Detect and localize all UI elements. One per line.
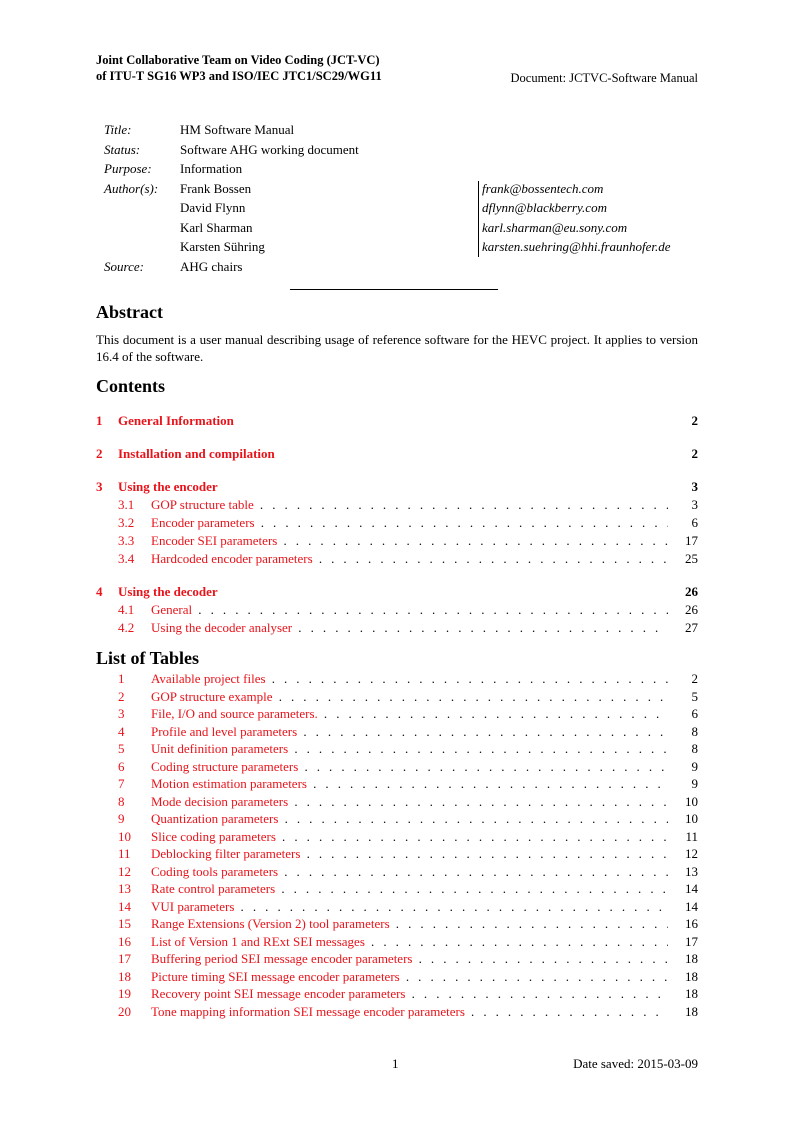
author-email[interactable]: karl.sharman@eu.sony.com	[482, 219, 628, 235]
contents-heading: Contents	[96, 376, 166, 396]
toc-section-number: 2	[96, 446, 103, 461]
toc-subsection-entry[interactable]	[96, 514, 698, 532]
toc-page-number: 17	[685, 533, 698, 548]
table-title[interactable]: Quantization parameters . . .	[151, 810, 668, 828]
author-email[interactable]: dflynn@blackberry.com	[482, 200, 607, 215]
author-name: Karsten Sühring	[180, 239, 265, 254]
toc-page-number: 2	[691, 413, 698, 428]
author-name: Frank Bossen	[180, 180, 252, 196]
table-page: 17	[685, 933, 698, 949]
status-row	[104, 140, 698, 160]
toc-section-2	[96, 445, 698, 463]
table-number: 8	[118, 793, 125, 809]
toc-subsection-title[interactable]: Using the decoder analyser . . .	[151, 619, 668, 637]
toc-subsection-title[interactable]: Encoder parameters . . .	[151, 514, 668, 532]
table-title[interactable]: Profile and level parameters . . .	[151, 723, 668, 741]
document-metadata	[104, 120, 698, 276]
abstract-text: This document is a user manual describing usage of reference software for the HEVC project. It applies to version 16.4 of the software.	[96, 332, 698, 364]
table-title[interactable]: Deblocking filter parameters . . .	[151, 845, 668, 863]
title-label: Title:	[104, 122, 132, 137]
list-of-tables	[96, 670, 698, 1020]
toc-section-title[interactable]: Using the encoder	[118, 479, 218, 494]
table-title[interactable]: Slice coding parameters . . .	[151, 828, 668, 846]
table-number: 11	[118, 846, 131, 861]
table-number: 16	[118, 933, 131, 949]
table-list-item[interactable]	[96, 845, 698, 863]
table-number: 17	[118, 951, 131, 966]
purpose-value: Information	[180, 161, 243, 176]
table-title[interactable]: List of Version 1 and RExt SEI messages . . .	[151, 933, 668, 951]
toc-section-title[interactable]: General Information	[118, 413, 234, 428]
source-value: AHG chairs	[180, 258, 243, 274]
author-row	[104, 218, 698, 238]
toc-subsection-entry[interactable]	[96, 532, 698, 550]
table-list-item[interactable]	[96, 705, 698, 723]
table-number: 9	[118, 811, 125, 826]
toc-section-number: 4	[96, 584, 103, 599]
toc-section-4	[96, 583, 698, 637]
table-number: 1	[118, 671, 125, 686]
list-of-tables-heading: List of Tables	[96, 648, 200, 668]
authors-label: Author(s):	[104, 180, 159, 196]
table-list-item[interactable]	[96, 1003, 698, 1021]
table-title[interactable]: Mode decision parameters . . .	[151, 793, 668, 811]
toc-section-entry[interactable]	[96, 412, 698, 430]
table-page: 5	[691, 688, 698, 704]
toc-page-number: 25	[685, 551, 698, 566]
table-list-item[interactable]	[96, 740, 698, 758]
organization-line-1: Joint Collaborative Team on Video Coding (JCT-VC)	[96, 53, 380, 67]
table-list-item[interactable]	[96, 898, 698, 916]
table-title[interactable]: File, I/O and source parameters. . . .	[151, 705, 668, 723]
toc-section-1	[96, 412, 698, 430]
source-label: Source:	[104, 258, 144, 274]
toc-page-number: 3	[691, 479, 698, 494]
toc-page-number: 6	[691, 515, 698, 530]
abstract-heading: Abstract	[96, 302, 163, 322]
toc-subsection-number: 3.1	[118, 497, 135, 512]
table-title[interactable]: Unit definition parameters . . .	[151, 740, 668, 758]
table-list-item[interactable]	[96, 968, 698, 986]
toc-section-number: 3	[96, 479, 103, 494]
table-number: 2	[118, 688, 125, 704]
table-page: 18	[685, 1003, 698, 1019]
purpose-label: Purpose:	[104, 161, 152, 176]
title-row	[104, 120, 698, 140]
table-page: 11	[685, 828, 698, 844]
toc-subsection-number: 3.4	[118, 551, 135, 566]
table-number: 10	[118, 828, 131, 844]
toc-page-number: 27	[685, 620, 698, 635]
table-list-item[interactable]	[96, 810, 698, 828]
date-saved: Date saved: 2015-03-09	[573, 1056, 698, 1071]
table-list-item[interactable]	[96, 723, 698, 741]
table-number: 19	[118, 986, 131, 1001]
table-title[interactable]: Available project files . . .	[151, 670, 668, 688]
table-number: 3	[118, 706, 125, 721]
toc-section-entry[interactable]	[96, 583, 698, 601]
toc-subsection-number: 4.1	[118, 602, 135, 617]
table-list-item[interactable]	[96, 758, 698, 776]
toc-subsection-entry[interactable]	[96, 619, 698, 637]
table-title[interactable]: GOP structure example . . .	[151, 688, 668, 706]
document-header	[96, 52, 698, 84]
toc-page-number: 2	[691, 446, 698, 461]
separator-rule	[290, 289, 498, 290]
document-id: Document: JCTVC-Software Manual	[510, 71, 698, 85]
toc-subsection-entry[interactable]	[96, 601, 698, 619]
author-email[interactable]: karsten.suehring@hhi.fraunhofer.de	[482, 239, 671, 254]
table-list-item[interactable]	[96, 775, 698, 793]
authors-block	[104, 179, 698, 257]
table-number: 5	[118, 741, 125, 756]
table-title[interactable]: Rate control parameters . . .	[151, 880, 668, 898]
toc-subsection-entry[interactable]	[96, 496, 698, 514]
author-email[interactable]: frank@bossentech.com	[482, 180, 604, 196]
toc-subsection-title[interactable]: General . . .	[151, 601, 668, 619]
table-page: 6	[691, 706, 698, 721]
table-title[interactable]: Range Extensions (Version 2) tool parameters . . .	[151, 915, 668, 933]
table-number: 4	[118, 723, 125, 739]
table-list-item[interactable]	[96, 950, 698, 968]
toc-section-title[interactable]: Using the decoder	[118, 584, 218, 599]
table-page: 18	[685, 968, 698, 984]
table-number: 20	[118, 1003, 131, 1019]
toc-page-number: 26	[685, 584, 698, 599]
table-list-item[interactable]	[96, 915, 698, 933]
toc-section-number: 1	[96, 413, 103, 428]
table-list-item[interactable]	[96, 828, 698, 846]
table-number: 13	[118, 881, 131, 896]
table-list-item[interactable]	[96, 793, 698, 811]
table-title[interactable]: Buffering period SEI message encoder parameters . . .	[151, 950, 668, 968]
table-title[interactable]: Motion estimation parameters . . .	[151, 775, 668, 793]
table-number: 7	[118, 776, 125, 791]
table-title[interactable]: Coding tools parameters . . .	[151, 863, 668, 881]
toc-section-title[interactable]: Installation and compilation	[118, 446, 275, 461]
organization-line-2: of ITU-T SG16 WP3 and ISO/IEC JTC1/SC29/WG11	[96, 69, 382, 83]
table-title[interactable]: Recovery point SEI message encoder parameters . . .	[151, 985, 668, 1003]
toc-subsection-title[interactable]: Encoder SEI parameters . . .	[151, 532, 668, 550]
table-list-item[interactable]	[96, 670, 698, 688]
toc-section-3	[96, 478, 698, 568]
table-page: 12	[685, 846, 698, 861]
table-list-item[interactable]	[96, 880, 698, 898]
toc-subsection-title[interactable]: Hardcoded encoder parameters . . .	[151, 550, 668, 568]
table-page: 13	[685, 863, 698, 879]
table-page: 14	[685, 881, 698, 896]
table-list-item[interactable]	[96, 985, 698, 1003]
table-page: 10	[685, 811, 698, 826]
table-list-item[interactable]	[96, 933, 698, 951]
author-name: Karl Sharman	[180, 219, 253, 235]
toc-subsection-number: 4.2	[118, 620, 135, 635]
table-number: 15	[118, 916, 131, 931]
source-row	[104, 257, 698, 277]
table-title[interactable]: Coding structure parameters . . .	[151, 758, 668, 776]
table-number: 18	[118, 968, 131, 984]
table-page: 8	[691, 723, 698, 739]
author-row	[104, 179, 698, 199]
table-title[interactable]: Picture timing SEI message encoder parameters . . .	[151, 968, 668, 986]
toc-subsection-title[interactable]: GOP structure table . . .	[151, 496, 668, 514]
toc-section-entry[interactable]	[96, 445, 698, 463]
table-list-item[interactable]	[96, 863, 698, 881]
toc-section-entry[interactable]	[96, 478, 698, 496]
author-row	[104, 198, 698, 218]
table-page: 10	[685, 793, 698, 809]
toc-subsection-number: 3.3	[118, 533, 135, 548]
table-page: 18	[685, 986, 698, 1001]
table-number: 6	[118, 758, 125, 774]
table-page: 14	[685, 898, 698, 914]
table-title[interactable]: Tone mapping information SEI message encoder parameters . . .	[151, 1003, 668, 1021]
toc-subsection-entry[interactable]	[96, 550, 698, 568]
title-value: HM Software Manual	[180, 122, 295, 137]
toc-subsection-number: 3.2	[118, 515, 135, 530]
status-label: Status:	[104, 141, 141, 157]
table-title[interactable]: VUI parameters . . .	[151, 898, 668, 916]
table-number: 12	[118, 863, 131, 879]
status-value: Software AHG working document	[180, 141, 359, 157]
table-page: 18	[685, 951, 698, 966]
table-page: 9	[691, 758, 698, 774]
toc-page-number: 26	[685, 602, 698, 617]
table-list-item[interactable]	[96, 688, 698, 706]
table-page: 2	[691, 671, 698, 686]
table-page: 9	[691, 776, 698, 791]
purpose-row	[104, 159, 698, 179]
table-number: 14	[118, 898, 131, 914]
page-number: 1	[392, 1056, 399, 1071]
table-page: 16	[685, 916, 698, 931]
author-name: David Flynn	[180, 200, 246, 215]
toc-page-number: 3	[691, 497, 698, 512]
table-page: 8	[691, 741, 698, 756]
author-row	[104, 237, 698, 257]
